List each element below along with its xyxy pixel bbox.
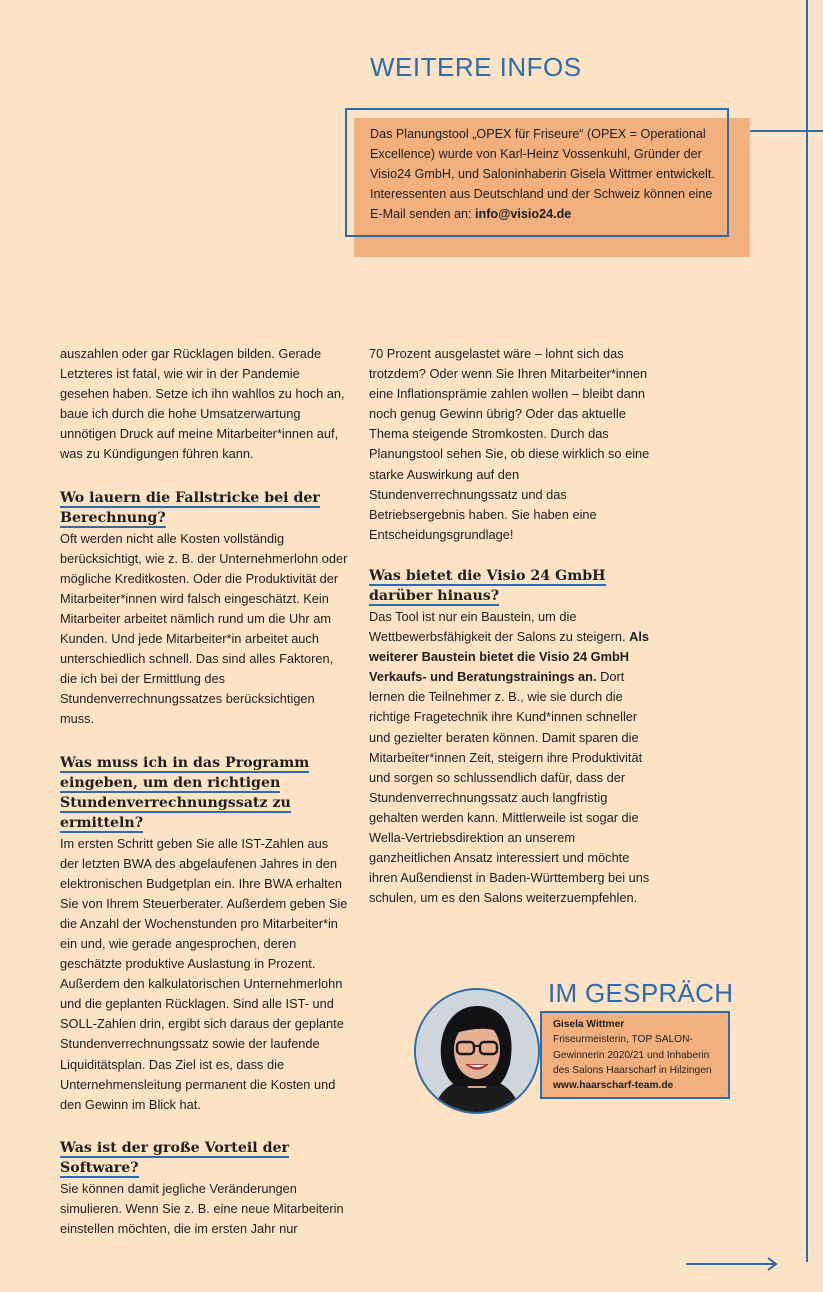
person-url[interactable]: www.haarscharf-team.de: [553, 1080, 674, 1092]
arrow-right-icon[interactable]: [686, 1254, 780, 1274]
info-body: Das Planungstool „OPEX für Friseure“ (OPEX = Operational Excellence) wurde von Karl-Heinz Vossenkuhl, Gründer der Visio24 GmbH, und Saloninhaberin Gisela Wittmer entwickelt. Interessenten aus Deutschland und der Schweiz können eine E-Mail senden an:: [370, 127, 715, 221]
right-column: [369, 344, 659, 908]
person-name: Gisela Wittmer: [553, 1019, 625, 1030]
portrait-illustration: [416, 990, 538, 1112]
answer-vorteil: Sie können damit jegliche Veränderungen simulieren. Wenn Sie z. B. eine neue Mitarbeiterin einstellen möchten, die im ersten Jahr nur: [60, 1180, 344, 1236]
info-heading: WEITERE INFOS: [370, 52, 582, 82]
portrait-photo: [414, 988, 540, 1114]
answer-programm: Im ersten Schritt geben Sie alle IST-Zahlen aus der letzten BWA des abgelaufenen Jahres in den elektronischen Budgetplan ein. Ihre BWA erhalten Sie von Ihrem Steuerberater. Außerdem geben Sie die Anzahl der Wochenstunden pro Mitarbeiter*in ein und, wie gerade angesprochen, deren geschätzte produktive Auslastung in Prozent. Außerdem den kalkulatorischen Unternehmerlohn und die geplanten Rücklagen. Sind alle IST- und SOLL-Zahlen drin, ergibt sich daraus der geplante Stundenverrechnungssatz sowie der laufende Liquiditätsplan. Das Ziel ist es, dass die Unternehmensleitung permanent die Kosten und den Gewinn im Blick hat.: [60, 835, 348, 1112]
right-intro: 70 Prozent ausgelastet wäre – lohnt sich das trotzdem? Oder wenn Sie Ihren Mitarbeiter*innen eine Inflationsprämie zahlen wollen – bleibt dann noch genug Gewinn übrig? Oder das aktuelle Thema steigende Stromkosten. Durch das Planungstool sehen Sie, ob diese wirklich so eine starke Auswirkung auf den Stundenverrechnungssatz und das Betriebsergebnis haben. Sie haben eine Entscheidungsgrundlage!: [369, 346, 650, 542]
answer-visio24-bold: Als weiterer Baustein bietet die Visio 24 GmbH Verkaufs- und Beratungstrainings an.: [369, 629, 650, 685]
question-fallstricke: Wo lauern die Fallstricke bei der Berechnung?: [60, 489, 320, 526]
question-vorteil: Was ist der große Vorteil der Software?: [60, 1139, 290, 1176]
talk-text: [553, 1017, 725, 1093]
question-visio24: Was bietet die Visio 24 GmbH darüber hinaus?: [369, 567, 606, 604]
question-programm: Was muss ich in das Programm eingeben, um den richtigen Stundenverrechnungssatz zu ermitteln?: [60, 754, 310, 831]
left-intro: auszahlen oder gar Rücklagen bilden. Gerade Letzteres ist fatal, wie wir in der Pandemie gesehen haben. Setze ich ihn wahllos zu hoch an, baue ich durch die hohe Umsatzerwartung unnötigen Druck auf meine Mitarbeiter*innen auf, was zu Kündigungen führen kann.: [60, 346, 345, 462]
talk-heading: IM GESPRÄCH: [548, 978, 734, 1008]
info-email[interactable]: info@visio24.de: [475, 207, 572, 221]
info-text: [370, 124, 725, 224]
left-column: [60, 344, 350, 1239]
answer-fallstricke: Oft werden nicht alle Kosten vollständig berücksichtigt, wie z. B. der Unternehmerlohn oder mögliche Kreditkosten. Oder die Produktivität der Mitarbeiter*innen wird falsch eingeschätzt. Kein Mitarbeiter arbeitet nämlich rund um die Uhr am Kunden. Und jede Mitarbeiter*in arbeitet auch unterschiedlich schnell. Das sind alles Faktoren, die ich bei der Ermittlung des Stundenverrechnungssatzes berücksichtigen muss.: [60, 530, 348, 727]
vertical-rule: [806, 0, 808, 1262]
person-bio: Friseurmeisterin, TOP SALON-Gewinnerin 2020/21 und Inhaberin des Salons Haarscharf in Hilzingen: [553, 1034, 712, 1076]
answer-visio24: Das Tool ist nur ein Baustein, um die Wettbewerbsfähigkeit der Salons zu steigern. Als weiterer Baustein bietet die Visio 24 GmbH Verkaufs- und Beratungstrainings an. Dort lernen die Teilnehmer z. B., wie sie durch die richtige Fragetechnik ihre Kund*innen schneller und gezielter beraten können. Damit sparen die Mitarbeiter*innen Zeit, steigern ihre Produktivität und sorgen so schlussendlich dafür, dass der Stundenverrechnungssatz auch langfristig gehalten werden kann. Mittlerweile ist sogar die Wella-Vertriebsdirektion an unserem ganzheitlichen Ansatz interessiert und möchte ihren Außendienst in Baden-Württemberg bei uns schulen, um es den Salons weiterzuempfehlen.: [369, 608, 650, 906]
